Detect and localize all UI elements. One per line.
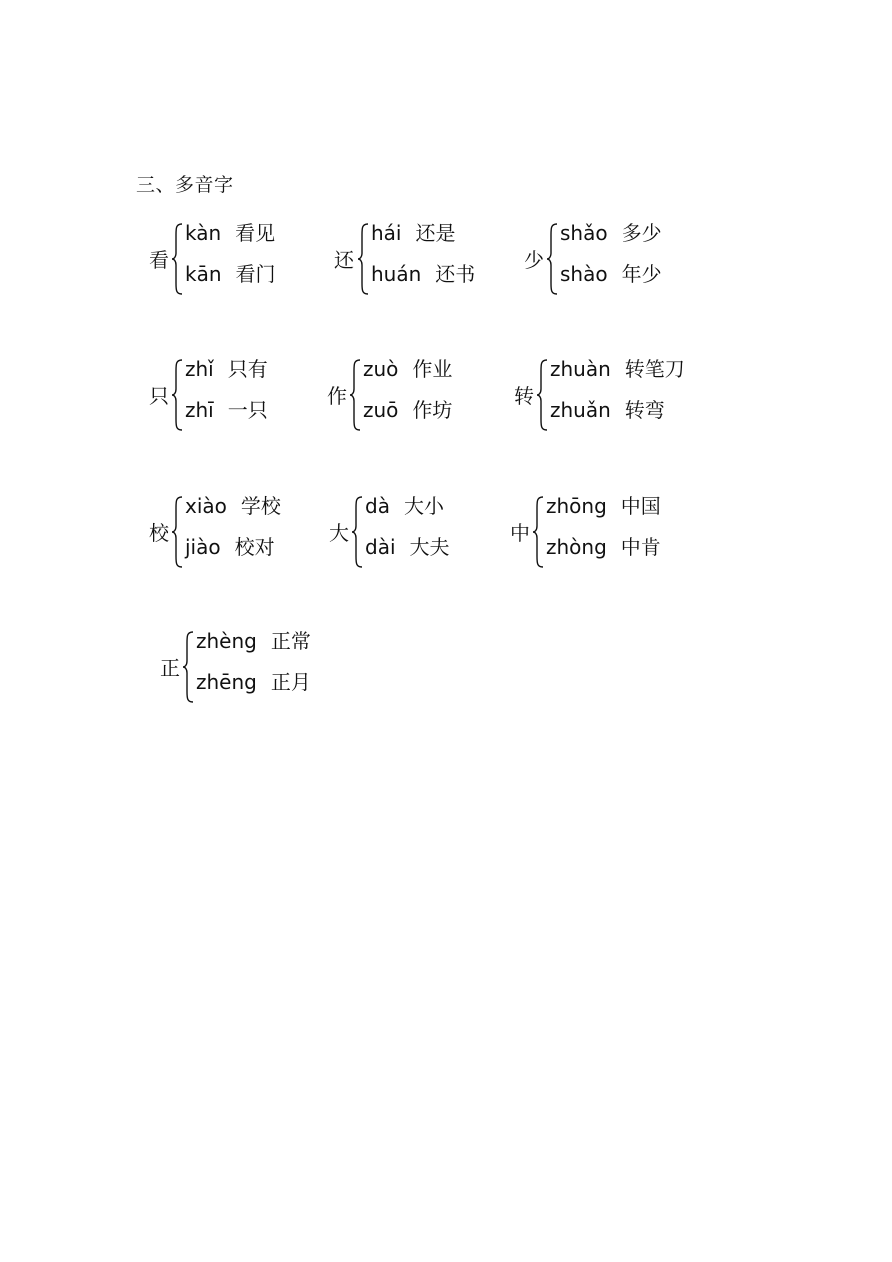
pinyin: zhōng xyxy=(546,494,607,518)
pinyin: jiào xyxy=(185,535,221,559)
entry-character: 还 xyxy=(334,248,354,272)
brace-icon xyxy=(351,496,363,568)
polyphone-entry xyxy=(334,221,534,301)
example-word: 正月 xyxy=(270,670,311,694)
entry-character: 校 xyxy=(149,521,169,545)
entry-character: 中 xyxy=(510,521,530,545)
brace-icon xyxy=(349,359,361,431)
pinyin: zhī xyxy=(185,398,214,422)
example-word: 只有 xyxy=(227,357,268,381)
entry-character: 只 xyxy=(149,384,169,408)
pinyin: zhèng xyxy=(196,629,257,653)
example-word: 看见 xyxy=(235,221,276,245)
pinyin: zuò xyxy=(363,357,399,381)
pinyin: kān xyxy=(185,262,222,286)
polyphone-entry xyxy=(329,494,529,574)
entry-character: 看 xyxy=(149,248,169,272)
pinyin: shào xyxy=(560,262,608,286)
pinyin: xiào xyxy=(185,494,227,518)
pinyin: dài xyxy=(365,535,396,559)
pinyin: zhuàn xyxy=(550,357,611,381)
example-word: 中肯 xyxy=(620,535,661,559)
brace-icon xyxy=(536,359,548,431)
polyphone-entry xyxy=(524,221,724,301)
example-word: 大小 xyxy=(403,494,444,518)
polyphone-entry xyxy=(149,494,349,574)
example-word: 转笔刀 xyxy=(624,357,685,381)
entry-character: 正 xyxy=(160,656,180,680)
polyphone-entry xyxy=(149,221,349,301)
pinyin: shǎo xyxy=(560,221,608,245)
example-word: 正常 xyxy=(270,629,311,653)
polyphone-entry xyxy=(149,357,349,437)
section-title: 三、多音字 xyxy=(136,174,234,196)
brace-icon xyxy=(532,496,544,568)
entry-character: 少 xyxy=(524,248,544,272)
brace-icon xyxy=(357,223,369,295)
pinyin: hái xyxy=(371,221,402,245)
pinyin: dà xyxy=(365,494,390,518)
example-word: 还书 xyxy=(435,262,476,286)
brace-icon xyxy=(171,496,183,568)
polyphone-entry xyxy=(514,357,714,437)
example-word: 学校 xyxy=(240,494,281,518)
entry-character: 转 xyxy=(514,384,534,408)
pinyin: zhǐ xyxy=(185,357,214,381)
pinyin: kàn xyxy=(185,221,222,245)
polyphone-entry xyxy=(327,357,527,437)
pinyin: zhuǎn xyxy=(550,398,611,422)
example-word: 还是 xyxy=(415,221,456,245)
example-word: 大夫 xyxy=(409,535,450,559)
pinyin: zhòng xyxy=(546,535,607,559)
pinyin: zuō xyxy=(363,398,399,422)
pinyin: huán xyxy=(371,262,422,286)
example-word: 看门 xyxy=(235,262,276,286)
brace-icon xyxy=(546,223,558,295)
example-word: 转弯 xyxy=(624,398,665,422)
example-word: 一只 xyxy=(227,398,268,422)
entry-character: 作 xyxy=(327,384,347,408)
entry-character: 大 xyxy=(329,521,349,545)
brace-icon xyxy=(182,631,194,703)
example-word: 多少 xyxy=(621,221,662,245)
polyphone-entry xyxy=(510,494,710,574)
example-word: 年少 xyxy=(621,262,662,286)
brace-icon xyxy=(171,359,183,431)
polyphone-entry xyxy=(160,629,360,709)
example-word: 作坊 xyxy=(412,398,453,422)
example-word: 校对 xyxy=(234,535,275,559)
example-word: 中国 xyxy=(620,494,661,518)
example-word: 作业 xyxy=(412,357,453,381)
pinyin: zhēng xyxy=(196,670,257,694)
brace-icon xyxy=(171,223,183,295)
